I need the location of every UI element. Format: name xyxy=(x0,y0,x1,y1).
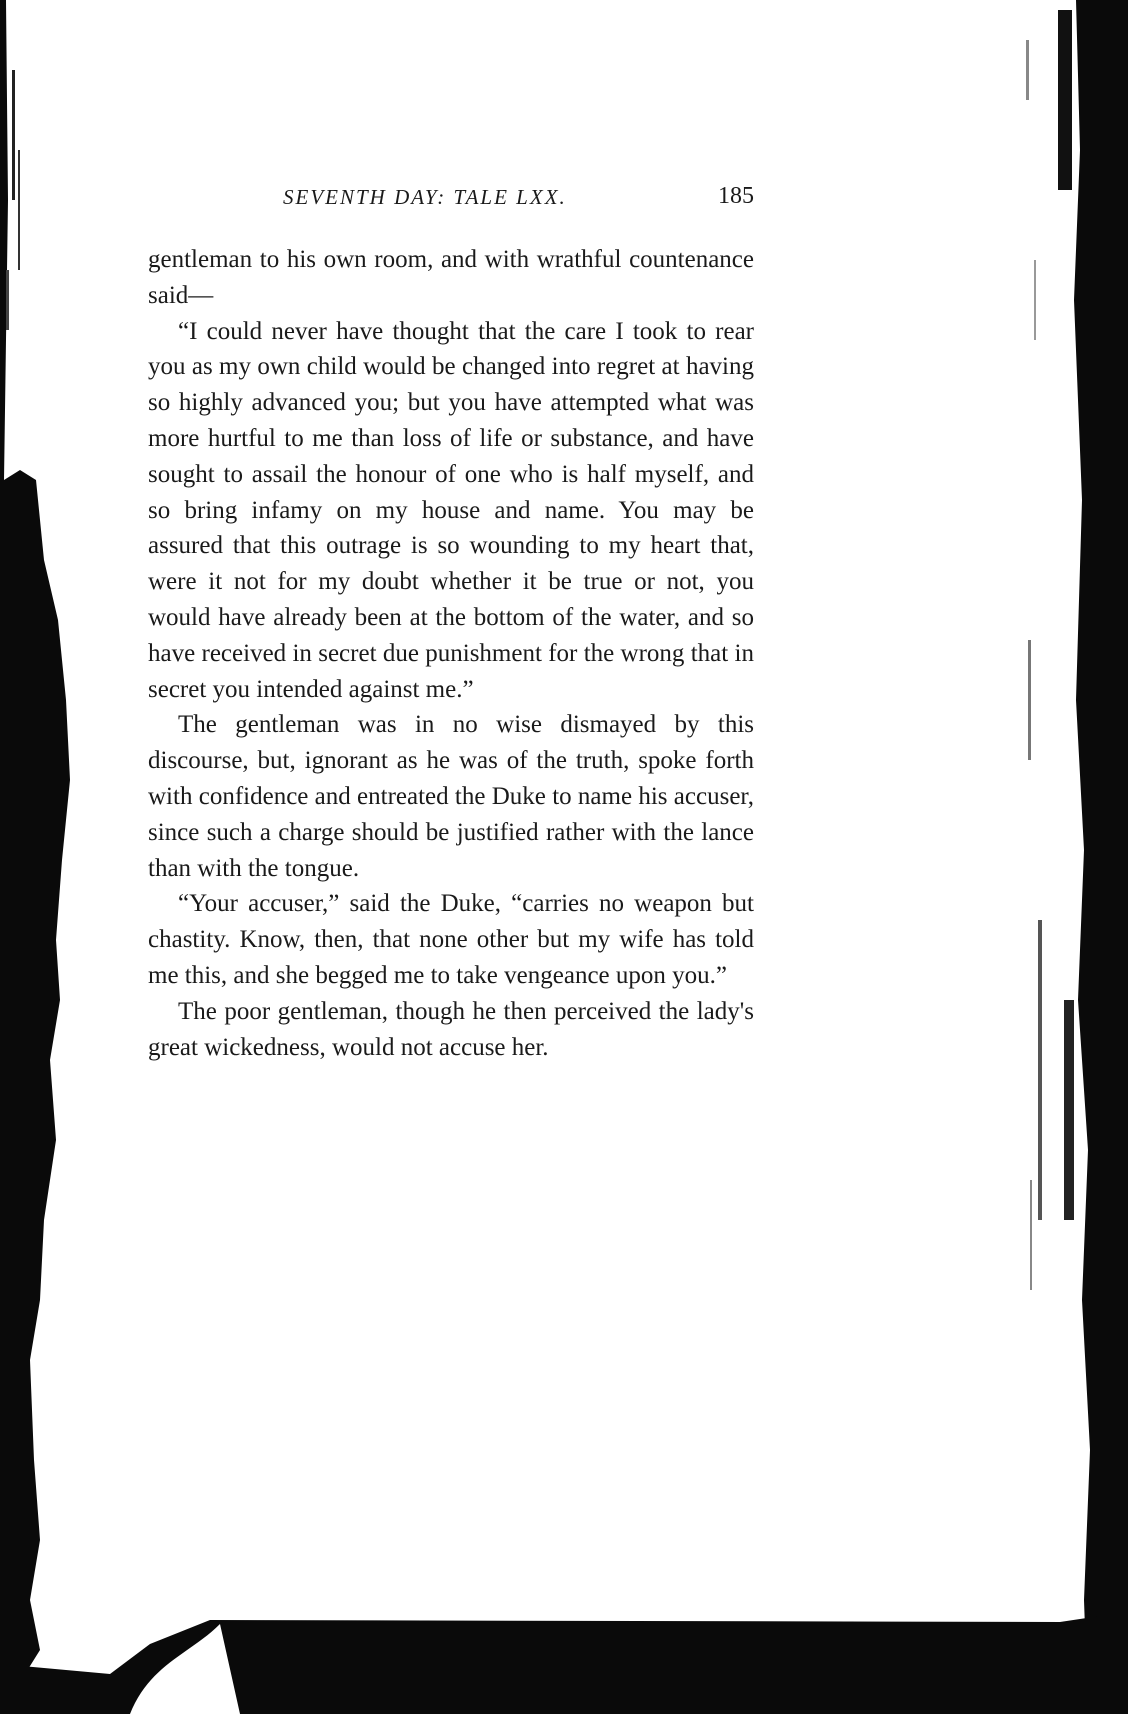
left-scan-edge xyxy=(0,0,70,1714)
running-head: SEVENTH DAY: TALE LXX. xyxy=(283,185,567,209)
right-scan-edge xyxy=(938,0,1128,1714)
body-text xyxy=(148,242,754,1065)
bottom-scan-edge xyxy=(0,1604,1128,1714)
paragraph-4: “Your accuser,” said the Duke, “carries no weapon but chastity. Know, then, that none other but my wife has told me this, and she begged me to take vengeance upon you.” xyxy=(148,890,754,989)
paragraph-5: The poor gentleman, though he then perceived the lady's great wickedness, would not accuse her. xyxy=(148,997,754,1061)
page-number: 185 xyxy=(718,183,754,209)
paragraph-3: The gentleman was in no wise dismayed by this discourse, but, ignorant as he was of the truth, spoke forth with confidence and entreated the Duke to name his accuser, since such a charge should be justified rather with the lance than with the tongue. xyxy=(148,711,754,882)
paragraph-1: gentleman to his own room, and with wrathful countenance said— xyxy=(148,246,754,309)
paragraph-2: “I could never have thought that the care I took to rear you as my own child would be changed into regret at having so highly advanced you; but you have attempted what was more hurtful to me than loss of life or substance, and have sought to assail the honour of one who is half myself, and so bring infamy on my house and name. You may be assured that this outrage is so wounding to my heart that, were it not for my doubt whether it be true or not, you would have already been at the bottom of the water, and so have received in secret due punishment for the wrong that in secret you intended against me.” xyxy=(148,317,754,703)
